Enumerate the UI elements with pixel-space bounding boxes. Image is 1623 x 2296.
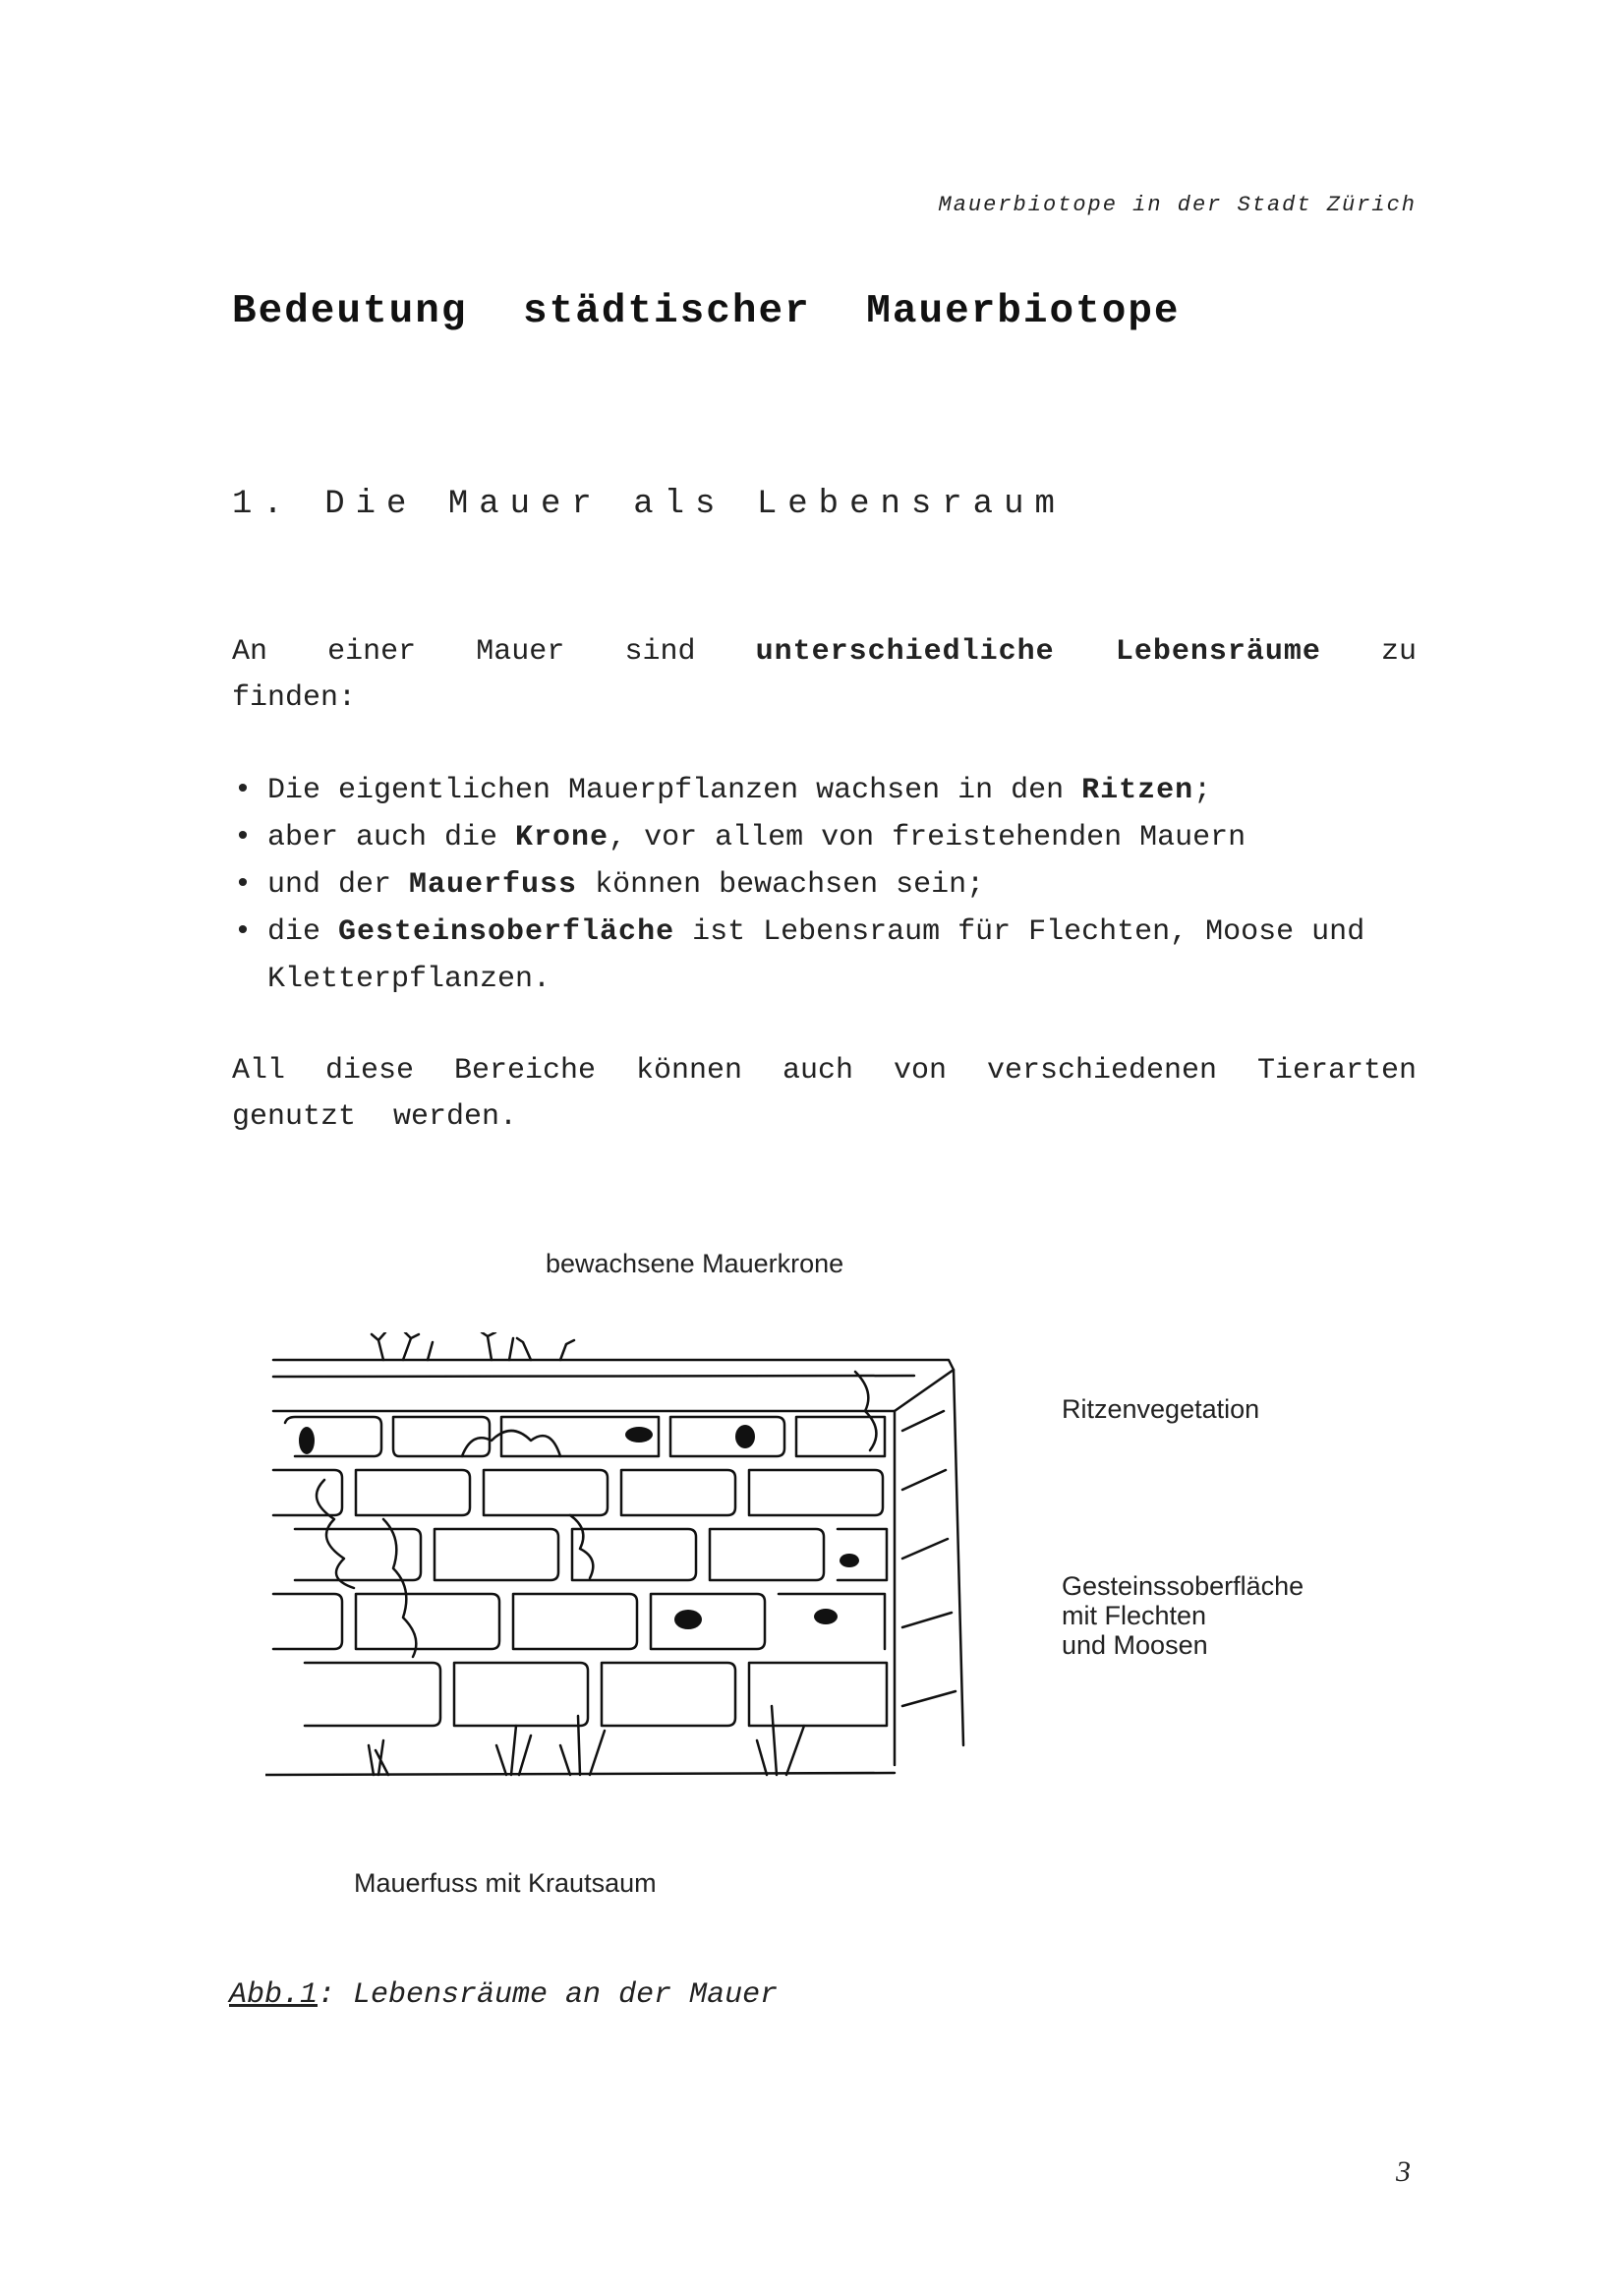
intro-bold-term: unterschiedliche Lebensräume [755,635,1321,669]
figure-ref: Abb.1 [229,1978,319,2012]
running-header: Mauerbiotope in der Stadt Zürich [938,193,1417,217]
list-item: • Die eigentlichen Mauerpflanzen wachsen in den Ritzen; [232,767,1417,814]
page-number: 3 [1396,2155,1411,2188]
page-title: Bedeutung städtischer Mauerbiotope [232,289,1181,334]
figure-label-ritzen: Ritzenvegetation [1062,1394,1260,1424]
figure-label-fuss: Mauerfuss mit Krautsaum [354,1868,657,1898]
section-heading: 1. Die Mauer als Lebensraum [232,486,1066,523]
habitat-list [232,767,1417,1003]
closing-paragraph: All diese Bereiche können auch von verschiedenen Tierarten genutzt werden. [232,1054,1417,1134]
list-item: • aber auch die Krone, vor allem von freistehenden Mauern [232,814,1417,861]
intro-paragraph: An einer Mauer sind unterschiedliche Lebensräume zu finden: [232,635,1418,715]
wall-illustration [265,1332,973,1804]
figure-label-krone: bewachsene Mauerkrone [546,1249,844,1278]
figure-caption: Abb.1: Lebensräume an der Mauer [229,1978,779,2012]
list-item: • die Gesteinsoberfläche ist Lebensraum für Flechten, Moose und Kletterpflanzen. [232,909,1417,1003]
list-item: • und der Mauerfuss können bewachsen sein; [232,861,1417,909]
figure-label-gestein: Gesteinssoberfläche mit Flechten und Moosen [1062,1571,1304,1660]
